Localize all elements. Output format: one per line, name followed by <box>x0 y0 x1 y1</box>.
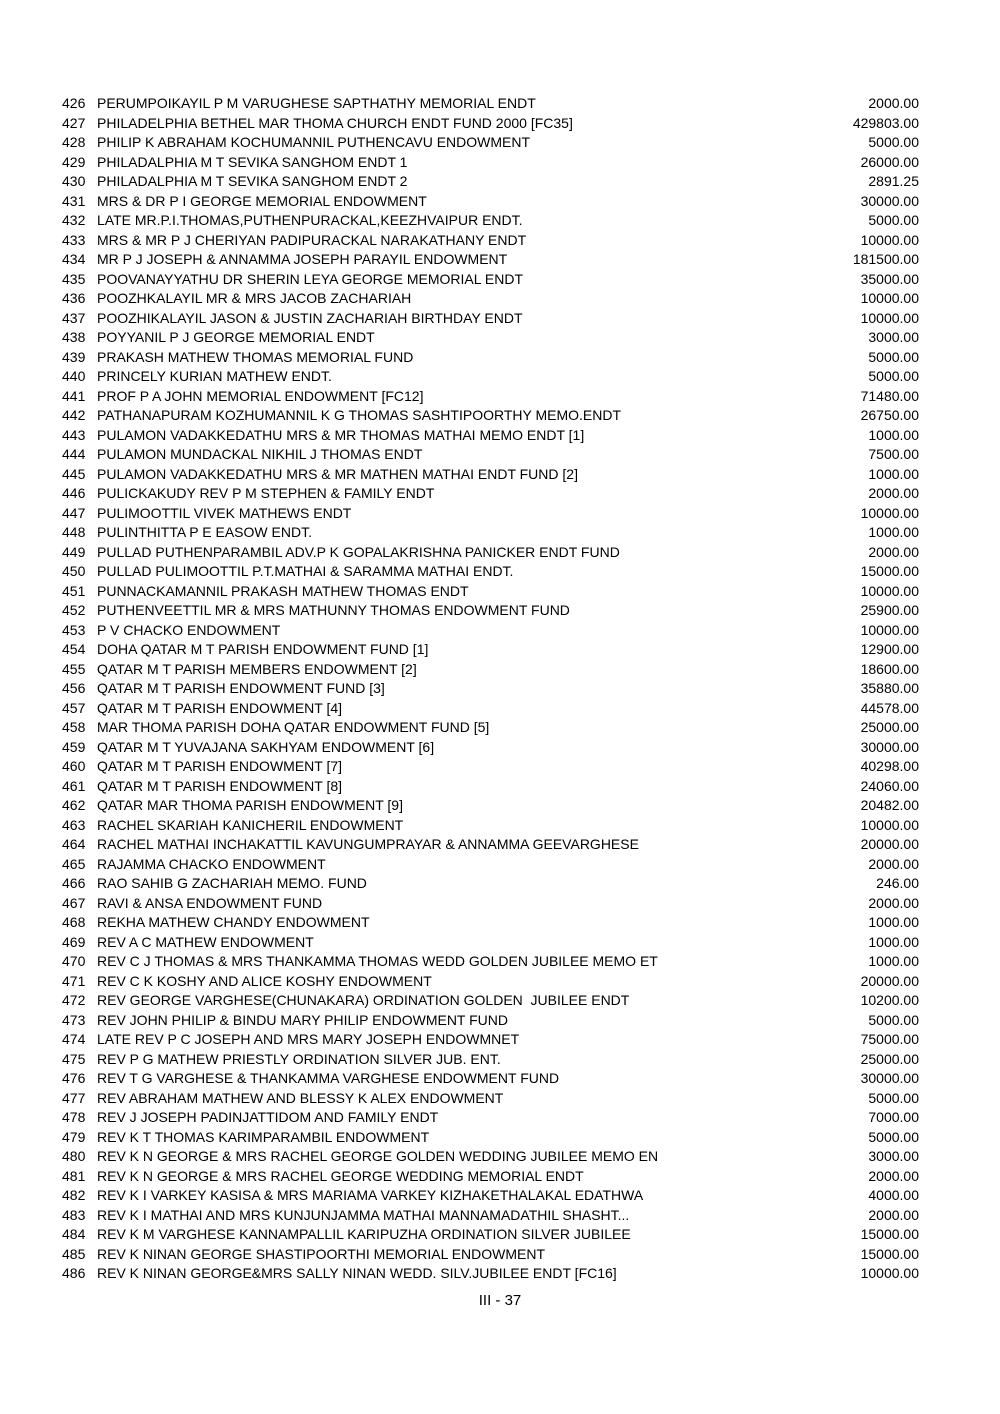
table-row <box>62 192 919 212</box>
endowment-name: PRINCELY KURIAN MATHEW ENDT. <box>97 368 332 384</box>
row-number: 466 <box>62 875 86 891</box>
endowment-name: MR P J JOSEPH & ANNAMMA JOSEPH PARAYIL ENDOWMENT <box>97 251 508 267</box>
table-row <box>62 1147 919 1167</box>
endowment-name: PULAMON VADAKKEDATHU MRS & MR THOMAS MATHAI MEMO ENDT [1] <box>97 426 585 443</box>
row-number: 483 <box>62 1206 86 1223</box>
table-row <box>62 523 919 543</box>
row-number: 426 <box>62 95 86 111</box>
table-row <box>62 1264 919 1284</box>
endowment-amount: 24060.00 <box>860 777 919 794</box>
endowment-amount: 2000.00 <box>868 894 919 911</box>
row-number: 480 <box>62 1148 86 1164</box>
endowment-name: PULINTHITTA P E EASOW ENDT. <box>97 524 312 540</box>
row-number: 442 <box>62 407 86 423</box>
endowment-name: POOVANAYYATHU DR SHERIN LEYA GEORGE MEMORIAL ENDT <box>97 270 524 287</box>
row-number: 439 <box>62 348 86 365</box>
table-row <box>62 738 919 758</box>
endowment-amount: 30000.00 <box>860 1070 919 1086</box>
table-row <box>62 835 919 855</box>
row-number: 467 <box>62 894 86 911</box>
table-row <box>62 952 919 972</box>
endowment-amount: 10000.00 <box>860 309 919 326</box>
endowment-name: REKHA MATHEW CHANDY ENDOWMENT <box>97 914 370 930</box>
table-row <box>62 250 919 270</box>
endowment-amount: 30000.00 <box>860 738 919 755</box>
endowment-name: REV T G VARGHESE & THANKAMMA VARGHESE ENDOWMENT FUND <box>97 1070 560 1086</box>
endowment-name: REV K NINAN GEORGE&MRS SALLY NINAN WEDD. SILV.JUBILEE ENDT [FC16] <box>97 1265 617 1281</box>
endowment-amount: 12900.00 <box>860 641 919 657</box>
table-row <box>62 445 919 465</box>
table-row <box>62 172 919 192</box>
endowment-amount: 15000.00 <box>860 563 919 579</box>
endowment-amount: 5000.00 <box>868 348 919 365</box>
endowment-amount: 1000.00 <box>868 524 919 540</box>
row-number: 436 <box>62 290 86 306</box>
endowment-name: RACHEL SKARIAH KANICHERIL ENDOWMENT <box>97 816 404 833</box>
table-row <box>62 114 919 134</box>
row-number: 446 <box>62 485 86 501</box>
row-number: 453 <box>62 621 86 638</box>
endowment-amount: 5000.00 <box>868 212 919 228</box>
endowment-amount: 1000.00 <box>868 465 919 482</box>
row-number: 444 <box>62 446 86 462</box>
table-row <box>62 621 919 641</box>
table-row <box>62 504 919 524</box>
table-row <box>62 679 919 699</box>
endowment-name: QATAR M T PARISH ENDOWMENT [4] <box>97 699 343 716</box>
endowment-name: QATAR M T PARISH ENDOWMENT FUND [3] <box>97 680 385 696</box>
endowment-amount: 35880.00 <box>860 680 919 696</box>
row-number: 461 <box>62 777 86 794</box>
row-number: 460 <box>62 758 86 774</box>
endowment-list <box>62 94 919 1284</box>
table-row <box>62 1128 919 1148</box>
endowment-name: PULICKAKUDY REV P M STEPHEN & FAMILY ENDT <box>97 485 435 501</box>
row-number: 438 <box>62 329 86 345</box>
endowment-amount: 35000.00 <box>860 270 919 287</box>
row-number: 474 <box>62 1031 86 1047</box>
endowment-amount: 18600.00 <box>860 660 919 677</box>
row-number: 445 <box>62 465 86 482</box>
endowment-name: POYYANIL P J GEORGE MEMORIAL ENDT <box>97 329 375 345</box>
endowment-name: PHILADALPHIA M T SEVIKA SANGHOM ENDT 1 <box>97 153 408 170</box>
endowment-name: QATAR M T YUVAJANA SAKHYAM ENDOWMENT [6] <box>97 738 435 755</box>
table-row <box>62 211 919 231</box>
endowment-name: PUTHENVEETTIL MR & MRS MATHUNNY THOMAS ENDOWMENT FUND <box>97 602 570 618</box>
row-number: 477 <box>62 1089 86 1106</box>
table-row <box>62 777 919 797</box>
endowment-name: RAJAMMA CHACKO ENDOWMENT <box>97 855 326 872</box>
row-number: 471 <box>62 972 86 989</box>
table-row <box>62 465 919 485</box>
row-number: 478 <box>62 1109 86 1125</box>
endowment-name: QATAR M T PARISH MEMBERS ENDOWMENT [2] <box>97 660 417 677</box>
endowment-amount: 44578.00 <box>860 699 919 716</box>
endowment-amount: 40298.00 <box>860 758 919 774</box>
table-row <box>62 1225 919 1245</box>
endowment-amount: 20482.00 <box>860 797 919 813</box>
endowment-amount: 5000.00 <box>868 1128 919 1145</box>
endowment-name: POOZHKALAYIL MR & MRS JACOB ZACHARIAH <box>97 290 412 306</box>
table-row <box>62 1030 919 1050</box>
endowment-name: QATAR M T PARISH ENDOWMENT [8] <box>97 777 343 794</box>
table-row <box>62 1186 919 1206</box>
endowment-amount: 5000.00 <box>868 1089 919 1106</box>
endowment-name: P V CHACKO ENDOWMENT <box>97 621 281 638</box>
row-number: 454 <box>62 641 86 657</box>
endowment-name: PULLAD PUTHENPARAMBIL ADV.P K GOPALAKRISHNA PANICKER ENDT FUND <box>97 543 620 560</box>
endowment-amount: 7500.00 <box>868 446 919 462</box>
row-number: 440 <box>62 368 86 384</box>
table-row <box>62 367 919 387</box>
endowment-amount: 15000.00 <box>860 1226 919 1242</box>
endowment-name: LATE MR.P.I.THOMAS,PUTHENPURACKAL,KEEZHVAIPUR ENDT. <box>97 212 523 228</box>
endowment-amount: 30000.00 <box>860 192 919 209</box>
row-number: 464 <box>62 836 86 852</box>
endowment-amount: 25900.00 <box>860 602 919 618</box>
endowment-amount: 3000.00 <box>868 329 919 345</box>
table-row <box>62 94 919 114</box>
row-number: 455 <box>62 660 86 677</box>
table-row <box>62 757 919 777</box>
table-row <box>62 1206 919 1226</box>
endowment-amount: 26000.00 <box>860 153 919 170</box>
endowment-name: QATAR M T PARISH ENDOWMENT [7] <box>97 758 343 774</box>
endowment-amount: 4000.00 <box>868 1187 919 1203</box>
table-row <box>62 699 919 719</box>
endowment-name: RAVI & ANSA ENDOWMENT FUND <box>97 894 323 911</box>
row-number: 465 <box>62 855 86 872</box>
endowment-name: PHILADALPHIA M T SEVIKA SANGHOM ENDT 2 <box>97 173 408 189</box>
endowment-amount: 7000.00 <box>868 1109 919 1125</box>
row-number: 459 <box>62 738 86 755</box>
endowment-name: REV K T THOMAS KARIMPARAMBIL ENDOWMENT <box>97 1128 430 1145</box>
endowment-amount: 1000.00 <box>868 953 919 969</box>
endowment-amount: 10200.00 <box>860 992 919 1008</box>
row-number: 486 <box>62 1265 86 1281</box>
endowment-name: RACHEL MATHAI INCHAKATTIL KAVUNGUMPRAYAR & ANNAMMA GEEVARGHESE <box>97 836 639 852</box>
table-row <box>62 387 919 407</box>
row-number: 437 <box>62 309 86 326</box>
endowment-amount: 1000.00 <box>868 426 919 443</box>
endowment-name: MAR THOMA PARISH DOHA QATAR ENDOWMENT FUND [5] <box>97 719 490 735</box>
table-row <box>62 1245 919 1265</box>
table-row <box>62 1108 919 1128</box>
endowment-name: PULAMON MUNDACKAL NIKHIL J THOMAS ENDT <box>97 446 423 462</box>
endowment-name: PROF P A JOHN MEMORIAL ENDOWMENT [FC12] <box>97 387 424 404</box>
row-number: 441 <box>62 387 86 404</box>
row-number: 429 <box>62 153 86 170</box>
endowment-amount: 26750.00 <box>860 407 919 423</box>
table-row <box>62 328 919 348</box>
endowment-name: PULLAD PULIMOOTTIL P.T.MATHAI & SARAMMA MATHAI ENDT. <box>97 563 514 579</box>
table-row <box>62 348 919 368</box>
endowment-name: DOHA QATAR M T PARISH ENDOWMENT FUND [1] <box>97 641 429 657</box>
table-row <box>62 933 919 953</box>
endowment-name: REV K M VARGHESE KANNAMPALLIL KARIPUZHA ORDINATION SILVER JUBILEE <box>97 1226 631 1242</box>
endowment-amount: 15000.00 <box>860 1245 919 1262</box>
endowment-name: MRS & MR P J CHERIYAN PADIPURACKAL NARAKATHANY ENDT <box>97 231 527 248</box>
endowment-amount: 5000.00 <box>868 1011 919 1028</box>
endowment-amount: 75000.00 <box>860 1031 919 1047</box>
table-row <box>62 1011 919 1031</box>
endowment-name: PERUMPOIKAYIL P M VARUGHESE SAPTHATHY MEMORIAL ENDT <box>97 95 536 111</box>
endowment-name: LATE REV P C JOSEPH AND MRS MARY JOSEPH ENDOWMNET <box>97 1031 520 1047</box>
row-number: 485 <box>62 1245 86 1262</box>
row-number: 462 <box>62 797 86 813</box>
table-row <box>62 484 919 504</box>
row-number: 479 <box>62 1128 86 1145</box>
endowment-amount: 246.00 <box>876 875 919 891</box>
endowment-amount: 181500.00 <box>852 251 919 267</box>
row-number: 470 <box>62 953 86 969</box>
endowment-name: REV K N GEORGE & MRS RACHEL GEORGE WEDDING MEMORIAL ENDT <box>97 1167 584 1184</box>
endowment-name: REV K NINAN GEORGE SHASTIPOORTHI MEMORIAL ENDOWMENT <box>97 1245 546 1262</box>
endowment-amount: 10000.00 <box>860 231 919 248</box>
table-row <box>62 660 919 680</box>
row-number: 431 <box>62 192 86 209</box>
endowment-name: POOZHIKALAYIL JASON & JUSTIN ZACHARIAH BIRTHDAY ENDT <box>97 309 523 326</box>
row-number: 434 <box>62 251 86 267</box>
endowment-name: REV C K KOSHY AND ALICE KOSHY ENDOWMENT <box>97 972 432 989</box>
row-number: 433 <box>62 231 86 248</box>
endowment-amount: 10000.00 <box>860 582 919 599</box>
row-number: 473 <box>62 1011 86 1028</box>
row-number: 435 <box>62 270 86 287</box>
table-row <box>62 289 919 309</box>
endowment-amount: 2891.25 <box>868 173 919 189</box>
table-row <box>62 913 919 933</box>
endowment-amount: 71480.00 <box>860 387 919 404</box>
endowment-name: REV J JOSEPH PADINJATTIDOM AND FAMILY ENDT <box>97 1109 439 1125</box>
endowment-amount: 2000.00 <box>868 543 919 560</box>
endowment-amount: 2000.00 <box>868 95 919 111</box>
row-number: 430 <box>62 173 86 189</box>
endowment-name: REV K N GEORGE & MRS RACHEL GEORGE GOLDEN WEDDING JUBILEE MEMO EN <box>97 1148 659 1164</box>
row-number: 451 <box>62 582 86 599</box>
row-number: 456 <box>62 680 86 696</box>
row-number: 432 <box>62 212 86 228</box>
endowment-amount: 5000.00 <box>868 134 919 150</box>
endowment-amount: 10000.00 <box>860 1265 919 1281</box>
row-number: 484 <box>62 1226 86 1242</box>
table-row <box>62 133 919 153</box>
endowment-name: PATHANAPURAM KOZHUMANNIL K G THOMAS SASHTIPOORTHY MEMO.ENDT <box>97 407 622 423</box>
table-row <box>62 153 919 173</box>
endowment-name: PHILADELPHIA BETHEL MAR THOMA CHURCH ENDT FUND 2000 [FC35] <box>97 114 573 131</box>
table-row <box>62 406 919 426</box>
row-number: 457 <box>62 699 86 716</box>
endowment-amount: 2000.00 <box>868 485 919 501</box>
table-row <box>62 231 919 251</box>
row-number: 452 <box>62 602 86 618</box>
table-row <box>62 991 919 1011</box>
row-number: 449 <box>62 543 86 560</box>
endowment-amount: 1000.00 <box>868 933 919 950</box>
endowment-name: PRAKASH MATHEW THOMAS MEMORIAL FUND <box>97 348 414 365</box>
endowment-name: PUNNACKAMANNIL PRAKASH MATHEW THOMAS ENDT <box>97 582 469 599</box>
endowment-amount: 25000.00 <box>860 1050 919 1067</box>
table-row <box>62 309 919 329</box>
endowment-name: REV A C MATHEW ENDOWMENT <box>97 933 314 950</box>
table-row <box>62 1050 919 1070</box>
table-row <box>62 582 919 602</box>
row-number: 476 <box>62 1070 86 1086</box>
row-number: 469 <box>62 933 86 950</box>
endowment-amount: 2000.00 <box>868 1167 919 1184</box>
endowment-amount: 10000.00 <box>860 290 919 306</box>
table-row <box>62 270 919 290</box>
endowment-name: PULAMON VADAKKEDATHU MRS & MR MATHEN MATHAI ENDT FUND [2] <box>97 465 578 482</box>
row-number: 427 <box>62 114 86 131</box>
table-row <box>62 1167 919 1187</box>
row-number: 428 <box>62 134 86 150</box>
endowment-amount: 20000.00 <box>860 972 919 989</box>
row-number: 463 <box>62 816 86 833</box>
page-number: III - 37 <box>478 1292 522 1309</box>
row-number: 482 <box>62 1187 86 1203</box>
table-row <box>62 1069 919 1089</box>
endowment-name: REV K I MATHAI AND MRS KUNJUNJAMMA MATHAI MANNAMADATHIL SHASHT... <box>97 1206 630 1223</box>
endowment-name: MRS & DR P I GEORGE MEMORIAL ENDOWMENT <box>97 192 427 209</box>
table-row <box>62 816 919 836</box>
table-row <box>62 1089 919 1109</box>
endowment-amount: 2000.00 <box>868 1206 919 1223</box>
table-row <box>62 874 919 894</box>
table-row <box>62 972 919 992</box>
endowment-name: REV C J THOMAS & MRS THANKAMMA THOMAS WEDD GOLDEN JUBILEE MEMO ET <box>97 953 658 969</box>
endowment-amount: 20000.00 <box>860 836 919 852</box>
endowment-amount: 1000.00 <box>868 914 919 930</box>
table-row <box>62 543 919 563</box>
row-number: 481 <box>62 1167 86 1184</box>
row-number: 447 <box>62 504 86 521</box>
row-number: 475 <box>62 1050 86 1067</box>
table-row <box>62 894 919 914</box>
endowment-name: PULIMOOTTIL VIVEK MATHEWS ENDT <box>97 504 352 521</box>
row-number: 472 <box>62 992 86 1008</box>
endowment-name: REV P G MATHEW PRIESTLY ORDINATION SILVER JUB. ENT. <box>97 1050 501 1067</box>
endowment-name: REV JOHN PHILIP & BINDU MARY PHILIP ENDOWMENT FUND <box>97 1011 509 1028</box>
row-number: 458 <box>62 719 86 735</box>
endowment-name: QATAR MAR THOMA PARISH ENDOWMENT [9] <box>97 797 403 813</box>
table-row <box>62 796 919 816</box>
endowment-name: PHILIP K ABRAHAM KOCHUMANNIL PUTHENCAVU ENDOWMENT <box>97 134 531 150</box>
endowment-amount: 10000.00 <box>860 504 919 521</box>
endowment-amount: 25000.00 <box>860 719 919 735</box>
row-number: 468 <box>62 914 86 930</box>
table-row <box>62 601 919 621</box>
endowment-amount: 10000.00 <box>860 816 919 833</box>
endowment-amount: 3000.00 <box>868 1148 919 1164</box>
endowment-amount: 10000.00 <box>860 621 919 638</box>
endowment-amount: 5000.00 <box>868 368 919 384</box>
endowment-name: REV GEORGE VARGHESE(CHUNAKARA) ORDINATION GOLDEN JUBILEE ENDT <box>97 992 630 1008</box>
endowment-amount: 429803.00 <box>852 114 919 131</box>
endowment-amount: 2000.00 <box>868 855 919 872</box>
endowment-name: REV ABRAHAM MATHEW AND BLESSY K ALEX ENDOWMENT <box>97 1089 504 1106</box>
row-number: 448 <box>62 524 86 540</box>
table-row <box>62 855 919 875</box>
table-row <box>62 718 919 738</box>
table-row <box>62 562 919 582</box>
endowment-name: REV K I VARKEY KASISA & MRS MARIAMA VARKEY KIZHAKETHALAKAL EDATHWA <box>97 1187 644 1203</box>
table-row <box>62 426 919 446</box>
row-number: 450 <box>62 563 86 579</box>
table-row <box>62 640 919 660</box>
row-number: 443 <box>62 426 86 443</box>
endowment-name: RAO SAHIB G ZACHARIAH MEMO. FUND <box>97 875 367 891</box>
